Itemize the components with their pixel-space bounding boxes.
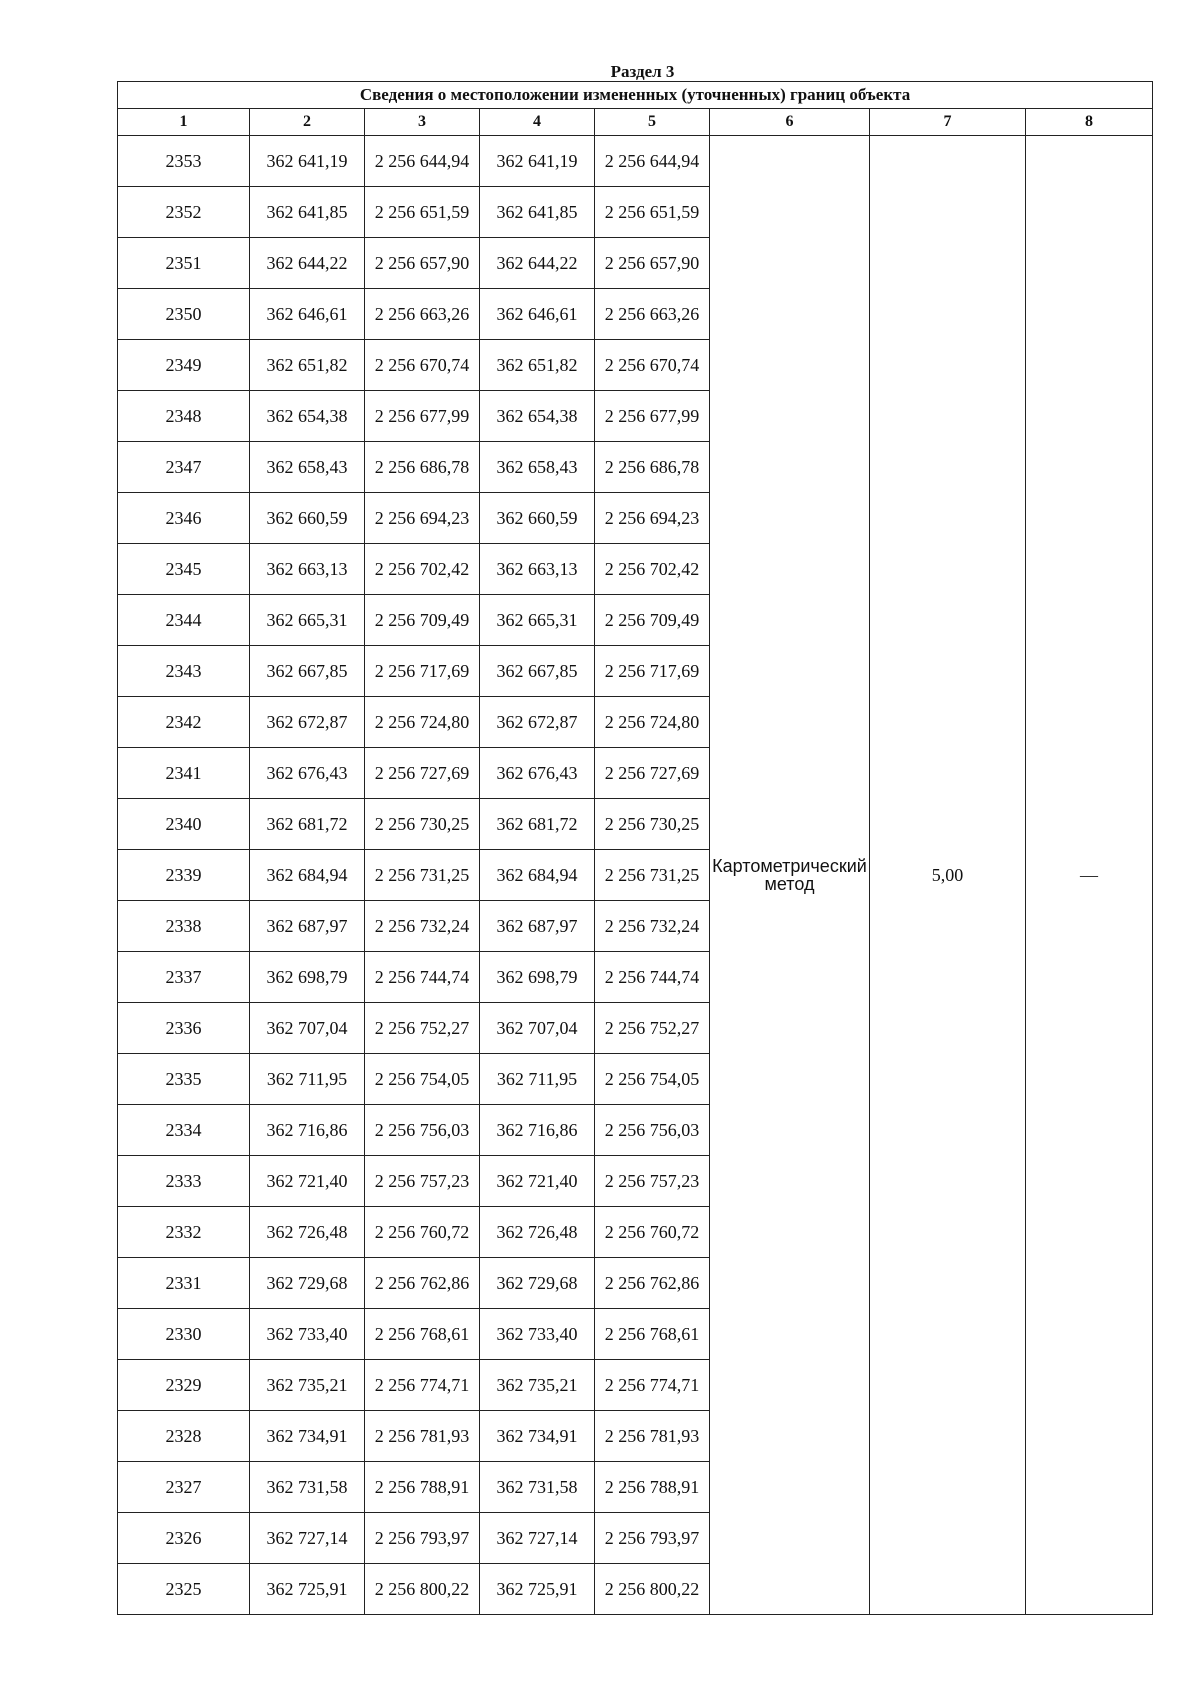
y-old-cell: 2 256 657,90 [365, 238, 480, 289]
y-old-cell: 2 256 709,49 [365, 595, 480, 646]
point-number-cell: 2353 [118, 136, 250, 187]
x-new-cell: 362 641,85 [480, 187, 595, 238]
point-number-cell: 2330 [118, 1309, 250, 1360]
y-old-cell: 2 256 752,27 [365, 1003, 480, 1054]
point-number-cell: 2351 [118, 238, 250, 289]
y-new-cell: 2 256 754,05 [595, 1054, 710, 1105]
x-old-cell: 362 711,95 [250, 1054, 365, 1105]
x-new-cell: 362 672,87 [480, 697, 595, 748]
y-new-cell: 2 256 756,03 [595, 1105, 710, 1156]
y-new-cell: 2 256 651,59 [595, 187, 710, 238]
x-new-cell: 362 711,95 [480, 1054, 595, 1105]
y-new-cell: 2 256 768,61 [595, 1309, 710, 1360]
point-number-cell: 2340 [118, 799, 250, 850]
point-number-cell: 2342 [118, 697, 250, 748]
y-old-cell: 2 256 686,78 [365, 442, 480, 493]
x-new-cell: 362 707,04 [480, 1003, 595, 1054]
x-new-cell: 362 658,43 [480, 442, 595, 493]
y-new-cell: 2 256 694,23 [595, 493, 710, 544]
x-new-cell: 362 651,82 [480, 340, 595, 391]
x-new-cell: 362 641,19 [480, 136, 595, 187]
x-new-cell: 362 660,59 [480, 493, 595, 544]
y-old-cell: 2 256 774,71 [365, 1360, 480, 1411]
y-old-cell: 2 256 768,61 [365, 1309, 480, 1360]
y-new-cell: 2 256 709,49 [595, 595, 710, 646]
y-old-cell: 2 256 732,24 [365, 901, 480, 952]
column-number: 5 [595, 109, 710, 136]
x-new-cell: 362 676,43 [480, 748, 595, 799]
x-old-cell: 362 725,91 [250, 1564, 365, 1615]
x-new-cell: 362 663,13 [480, 544, 595, 595]
y-old-cell: 2 256 760,72 [365, 1207, 480, 1258]
method-text: Картометрический [712, 856, 867, 876]
x-new-cell: 362 727,14 [480, 1513, 595, 1564]
y-new-cell: 2 256 657,90 [595, 238, 710, 289]
y-old-cell: 2 256 717,69 [365, 646, 480, 697]
x-old-cell: 362 667,85 [250, 646, 365, 697]
y-new-cell: 2 256 663,26 [595, 289, 710, 340]
point-number-cell: 2329 [118, 1360, 250, 1411]
point-number-cell: 2341 [118, 748, 250, 799]
y-new-cell: 2 256 670,74 [595, 340, 710, 391]
y-new-cell: 2 256 677,99 [595, 391, 710, 442]
x-old-cell: 362 733,40 [250, 1309, 365, 1360]
x-new-cell: 362 687,97 [480, 901, 595, 952]
y-old-cell: 2 256 663,26 [365, 289, 480, 340]
y-new-cell: 2 256 732,24 [595, 901, 710, 952]
y-old-cell: 2 256 781,93 [365, 1411, 480, 1462]
point-number-cell: 2335 [118, 1054, 250, 1105]
point-number-cell: 2339 [118, 850, 250, 901]
x-new-cell: 362 684,94 [480, 850, 595, 901]
point-number-cell: 2350 [118, 289, 250, 340]
x-new-cell: 362 726,48 [480, 1207, 595, 1258]
y-old-cell: 2 256 762,86 [365, 1258, 480, 1309]
x-old-cell: 362 727,14 [250, 1513, 365, 1564]
column-number: 3 [365, 109, 480, 136]
x-old-cell: 362 641,85 [250, 187, 365, 238]
other-info-cell: — [1026, 136, 1153, 1615]
table-row [118, 136, 1153, 187]
y-old-cell: 2 256 756,03 [365, 1105, 480, 1156]
y-old-cell: 2 256 677,99 [365, 391, 480, 442]
section-title: Раздел 3 [610, 62, 675, 81]
x-old-cell: 362 651,82 [250, 340, 365, 391]
y-old-cell: 2 256 670,74 [365, 340, 480, 391]
x-new-cell: 362 654,38 [480, 391, 595, 442]
y-old-cell: 2 256 644,94 [365, 136, 480, 187]
boundary-table [117, 81, 1153, 1615]
point-number-cell: 2337 [118, 952, 250, 1003]
x-old-cell: 362 734,91 [250, 1411, 365, 1462]
x-old-cell: 362 658,43 [250, 442, 365, 493]
table-body [118, 136, 1153, 1615]
y-new-cell: 2 256 727,69 [595, 748, 710, 799]
x-new-cell: 362 681,72 [480, 799, 595, 850]
x-old-cell: 362 654,38 [250, 391, 365, 442]
point-number-cell: 2326 [118, 1513, 250, 1564]
x-old-cell: 362 735,21 [250, 1360, 365, 1411]
column-number: 2 [250, 109, 365, 136]
x-old-cell: 362 684,94 [250, 850, 365, 901]
x-new-cell: 362 729,68 [480, 1258, 595, 1309]
x-new-cell: 362 667,85 [480, 646, 595, 697]
point-number-cell: 2336 [118, 1003, 250, 1054]
y-new-cell: 2 256 800,22 [595, 1564, 710, 1615]
point-number-cell: 2327 [118, 1462, 250, 1513]
y-old-cell: 2 256 788,91 [365, 1462, 480, 1513]
point-number-cell: 2331 [118, 1258, 250, 1309]
method-cell [710, 136, 870, 1615]
y-new-cell: 2 256 730,25 [595, 799, 710, 850]
x-old-cell: 362 698,79 [250, 952, 365, 1003]
y-new-cell: 2 256 717,69 [595, 646, 710, 697]
y-old-cell: 2 256 694,23 [365, 493, 480, 544]
y-new-cell: 2 256 793,97 [595, 1513, 710, 1564]
point-number-cell: 2333 [118, 1156, 250, 1207]
y-new-cell: 2 256 774,71 [595, 1360, 710, 1411]
y-old-cell: 2 256 651,59 [365, 187, 480, 238]
x-new-cell: 362 735,21 [480, 1360, 595, 1411]
x-old-cell: 362 641,19 [250, 136, 365, 187]
y-old-cell: 2 256 800,22 [365, 1564, 480, 1615]
x-new-cell: 362 644,22 [480, 238, 595, 289]
x-old-cell: 362 665,31 [250, 595, 365, 646]
y-new-cell: 2 256 724,80 [595, 697, 710, 748]
x-old-cell: 362 687,97 [250, 901, 365, 952]
x-new-cell: 362 721,40 [480, 1156, 595, 1207]
point-number-cell: 2338 [118, 901, 250, 952]
y-new-cell: 2 256 781,93 [595, 1411, 710, 1462]
y-new-cell: 2 256 686,78 [595, 442, 710, 493]
accuracy-cell: 5,00 [870, 136, 1026, 1615]
x-old-cell: 362 644,22 [250, 238, 365, 289]
x-old-cell: 362 731,58 [250, 1462, 365, 1513]
point-number-cell: 2346 [118, 493, 250, 544]
column-number: 1 [118, 109, 250, 136]
point-number-cell: 2328 [118, 1411, 250, 1462]
y-new-cell: 2 256 760,72 [595, 1207, 710, 1258]
point-number-cell: 2344 [118, 595, 250, 646]
x-old-cell: 362 707,04 [250, 1003, 365, 1054]
y-new-cell: 2 256 702,42 [595, 544, 710, 595]
x-new-cell: 362 725,91 [480, 1564, 595, 1615]
point-number-cell: 2352 [118, 187, 250, 238]
method-text: метод [764, 874, 815, 894]
point-number-cell: 2349 [118, 340, 250, 391]
point-number-cell: 2347 [118, 442, 250, 493]
x-new-cell: 362 733,40 [480, 1309, 595, 1360]
point-number-cell: 2334 [118, 1105, 250, 1156]
y-old-cell: 2 256 754,05 [365, 1054, 480, 1105]
y-new-cell: 2 256 762,86 [595, 1258, 710, 1309]
point-number-cell: 2325 [118, 1564, 250, 1615]
y-old-cell: 2 256 793,97 [365, 1513, 480, 1564]
y-new-cell: 2 256 744,74 [595, 952, 710, 1003]
point-number-cell: 2348 [118, 391, 250, 442]
point-number-cell: 2343 [118, 646, 250, 697]
y-old-cell: 2 256 702,42 [365, 544, 480, 595]
x-old-cell: 362 721,40 [250, 1156, 365, 1207]
x-new-cell: 362 731,58 [480, 1462, 595, 1513]
point-number-cell: 2332 [118, 1207, 250, 1258]
column-number-row [118, 109, 1153, 136]
y-new-cell: 2 256 644,94 [595, 136, 710, 187]
x-new-cell: 362 716,86 [480, 1105, 595, 1156]
x-old-cell: 362 663,13 [250, 544, 365, 595]
y-old-cell: 2 256 757,23 [365, 1156, 480, 1207]
y-new-cell: 2 256 752,27 [595, 1003, 710, 1054]
x-new-cell: 362 698,79 [480, 952, 595, 1003]
column-number: 8 [1026, 109, 1153, 136]
x-old-cell: 362 729,68 [250, 1258, 365, 1309]
x-old-cell: 362 681,72 [250, 799, 365, 850]
point-number-cell: 2345 [118, 544, 250, 595]
x-old-cell: 362 646,61 [250, 289, 365, 340]
x-old-cell: 362 660,59 [250, 493, 365, 544]
y-new-cell: 2 256 788,91 [595, 1462, 710, 1513]
table-caption: Сведения о местоположении измененных (уточненных) границ объекта [118, 82, 1153, 109]
y-old-cell: 2 256 731,25 [365, 850, 480, 901]
y-old-cell: 2 256 727,69 [365, 748, 480, 799]
column-number: 7 [870, 109, 1026, 136]
y-new-cell: 2 256 757,23 [595, 1156, 710, 1207]
x-new-cell: 362 665,31 [480, 595, 595, 646]
y-new-cell: 2 256 731,25 [595, 850, 710, 901]
y-old-cell: 2 256 724,80 [365, 697, 480, 748]
y-old-cell: 2 256 730,25 [365, 799, 480, 850]
x-new-cell: 362 734,91 [480, 1411, 595, 1462]
column-number: 4 [480, 109, 595, 136]
x-old-cell: 362 716,86 [250, 1105, 365, 1156]
x-old-cell: 362 676,43 [250, 748, 365, 799]
x-old-cell: 362 726,48 [250, 1207, 365, 1258]
column-number: 6 [710, 109, 870, 136]
x-new-cell: 362 646,61 [480, 289, 595, 340]
x-old-cell: 362 672,87 [250, 697, 365, 748]
y-old-cell: 2 256 744,74 [365, 952, 480, 1003]
